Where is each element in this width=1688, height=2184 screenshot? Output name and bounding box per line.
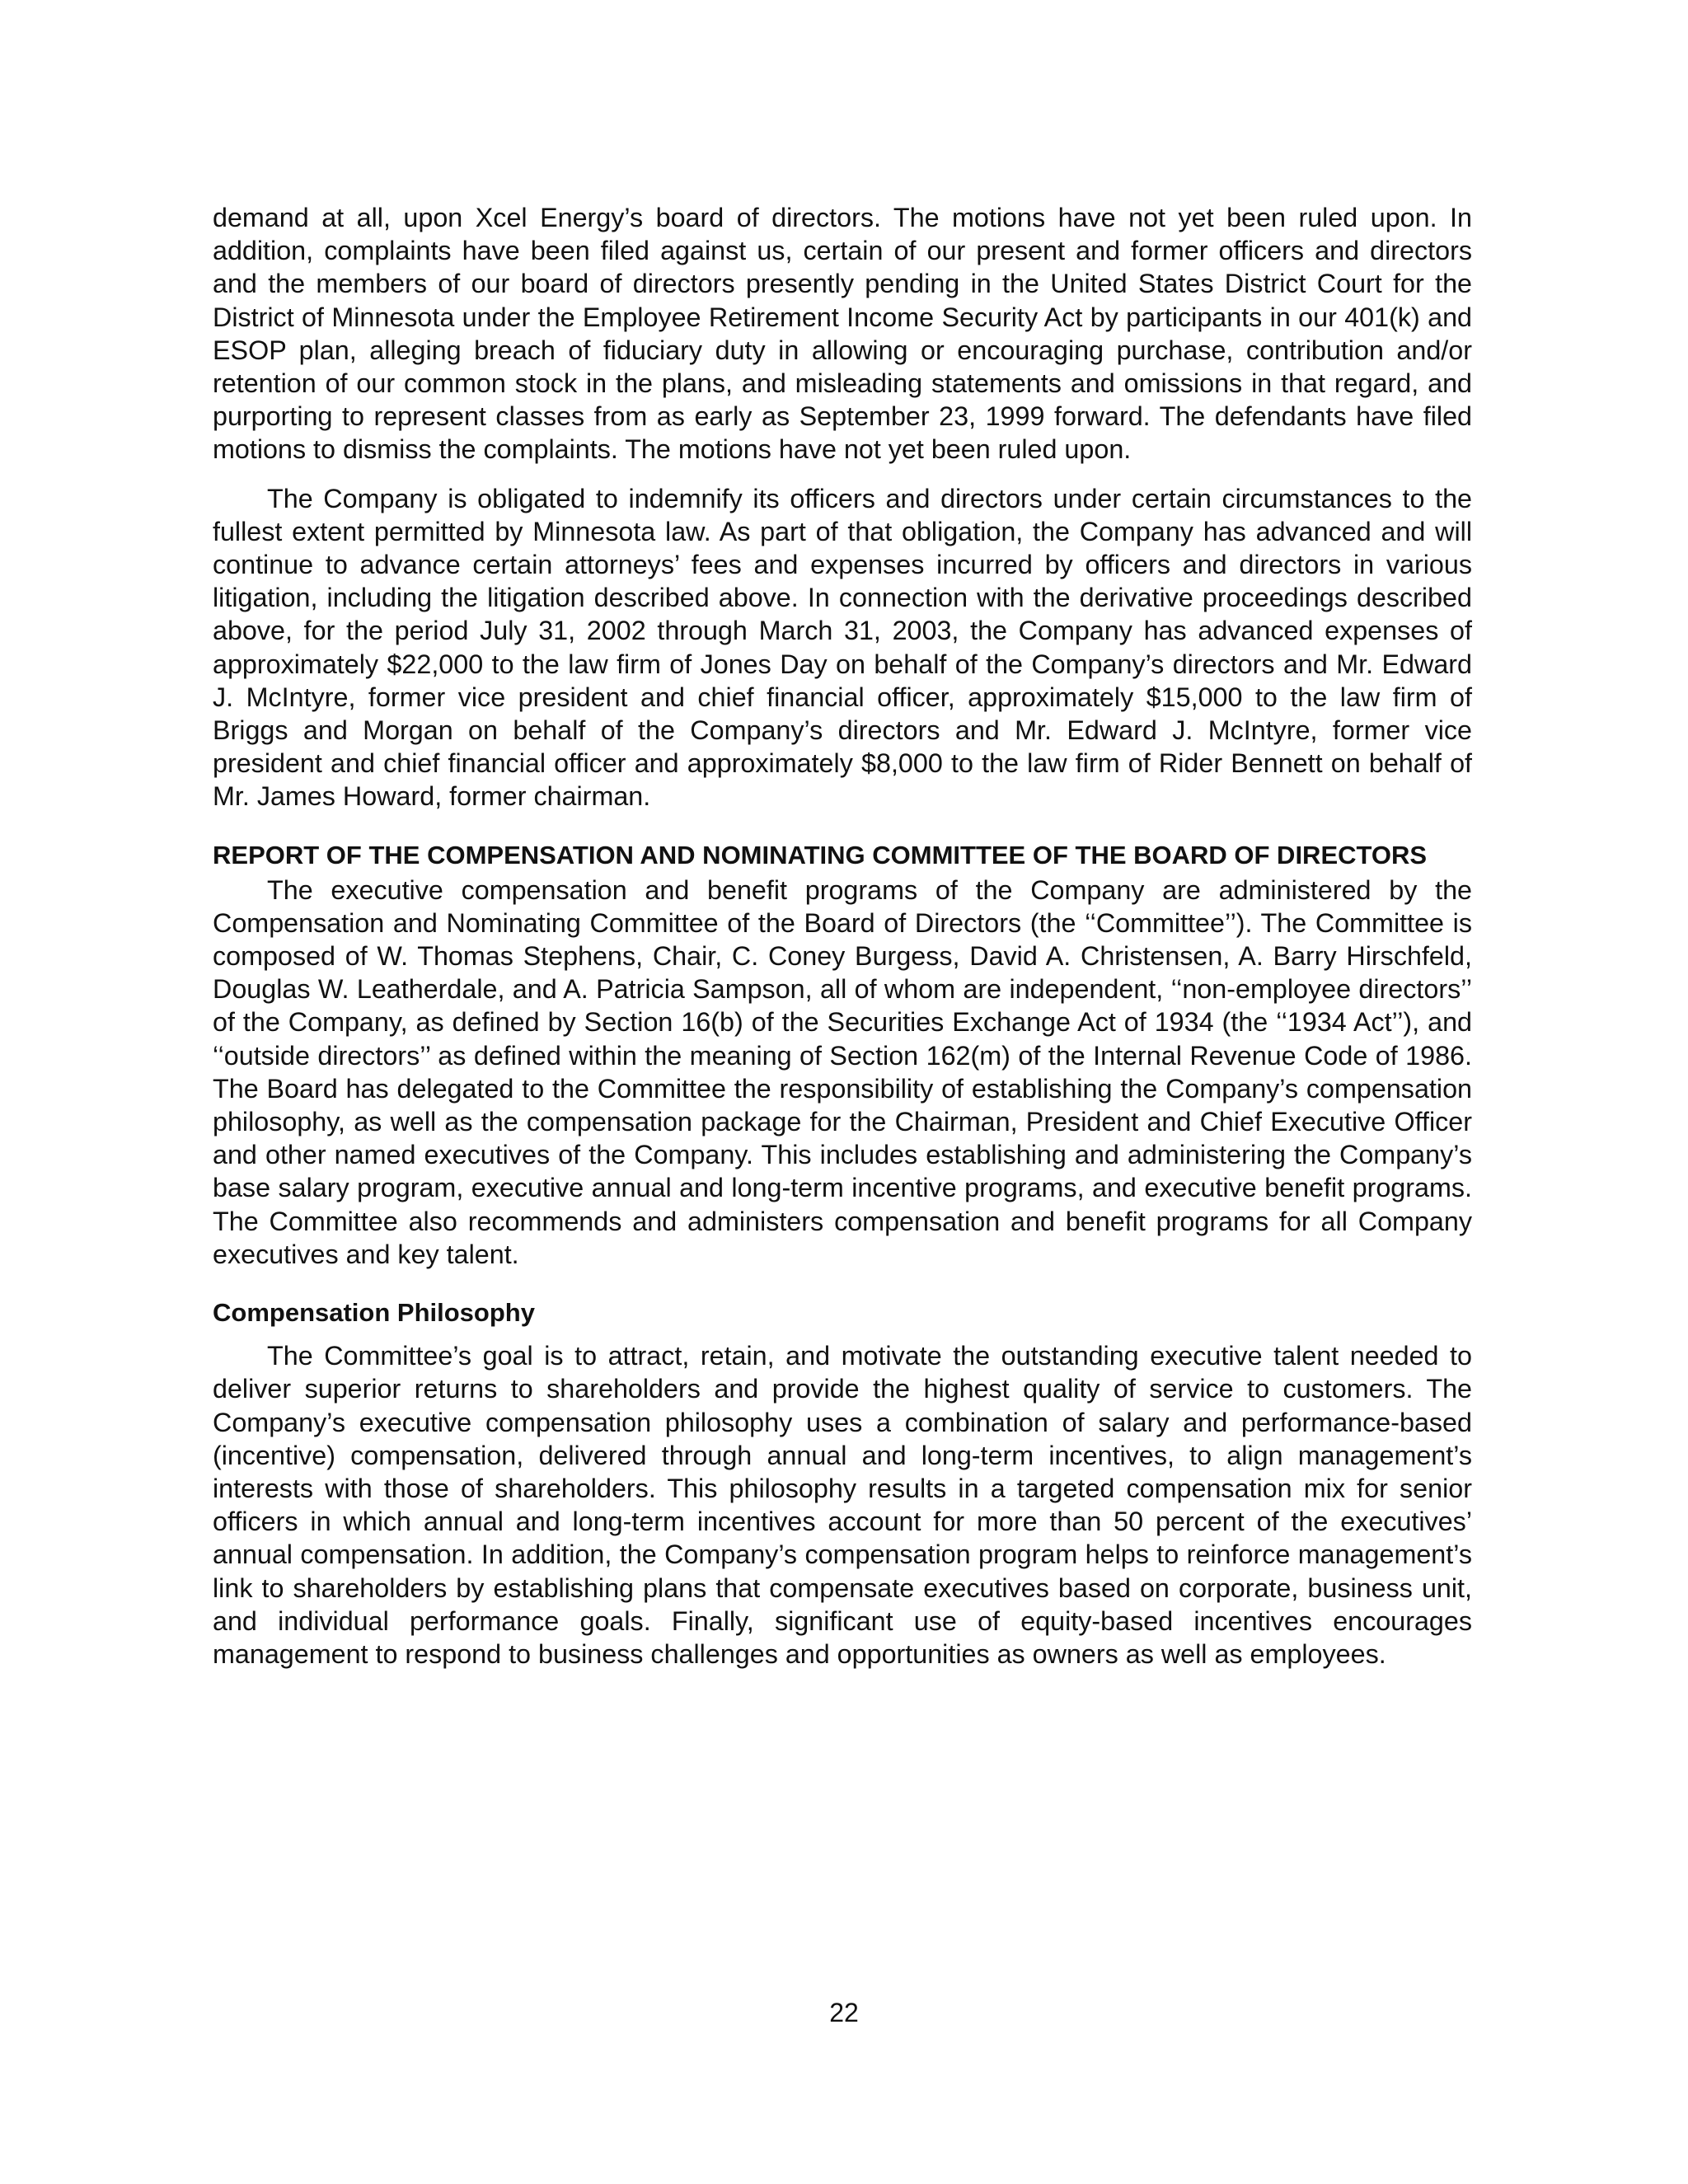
committee-intro-paragraph: The executive compensation and benefit programs of the Company are administered by the Compensation and Nominating Committee of the Board of Directors (the ‘‘Committee’’). The Committee is composed of W. Thomas Stephens, Chair, C. Coney Burgess, David A. Christensen, A. Barry Hirschfeld, Douglas W. Leatherdale, and A. Patricia Sampson, all of whom are independent, ‘‘non-employee directors’’ of the Company, as defined by Section 16(b) of the Securities Exchange Act of 1934 (the ‘‘1934 Act’’), and ‘‘outside directors’’ as defined within the meaning of Section 162(m) of the Internal Revenue Code of 1986. The Board has delegated to the Committee the responsibility of establishing the Company’s compensation philosophy, as well as the compensation package for the Chairman, President and Chief Executive Officer and other named executives of the Company. This includes establishing and administering the Company’s base salary program, executive annual and long-term incentive programs, and executive benefit programs. The Committee also recommends and administers compensation and benefit programs for all Company executives and key talent. bbox=[213, 874, 1472, 1269]
litigation-paragraph: demand at all, upon Xcel Energy’s board of directors. The motions have not yet been ruled upon. In addition, complaints have been filed against us, certain of our present and former officers and directors and the members of our board of directors presently pending in the United States District Court for the District of Minnesota under the Employee Retirement Income Security Act by participants in our 401(k) and ESOP plan, alleging breach of fiduciary duty in allowing or encouraging purchase, contribution and/or retention of our common stock in the plans, and misleading statements and omissions in that regard, and purporting to represent classes from as early as September 23, 1999 forward. The defendants have filed motions to dismiss the complaints. The motions have not yet been ruled upon. bbox=[213, 203, 1472, 465]
page-number: 22 bbox=[829, 1998, 859, 2027]
indemnification-paragraph: The Company is obligated to indemnify its officers and directors under certain circumstances to the fullest extent permitted by Minnesota law. As part of that obligation, the Company has advanced and will continue to advance certain attorneys’ fees and expenses incurred by officers and directors in various litigation, including the litigation described above. In connection with the derivative proceedings described above, for the period July 31, 2002 through March 31, 2003, the Company has advanced expenses of approximately $22,000 to the law firm of Jones Day on behalf of the Company’s directors and Mr. Edward J. McIntyre, former vice president and chief financial officer, approximately $15,000 to the law firm of Briggs and Morgan on behalf of the Company’s directors and Mr. Edward J. McIntyre, former vice president and chief financial officer and approximately $8,000 to the law firm of Rider Bennett on behalf of Mr. James Howard, former chairman. bbox=[213, 483, 1472, 812]
compensation-philosophy-heading: Compensation Philosophy bbox=[213, 1298, 535, 1328]
committee-report-heading: REPORT OF THE COMPENSATION AND NOMINATING COMMITTEE OF THE BOARD OF DIRECTORS bbox=[213, 840, 1428, 869]
philosophy-paragraph: The Committee’s goal is to attract, retain, and motivate the outstanding executive talent needed to deliver superior returns to shareholders and provide the highest quality of service to customers. The Company’s executive compensation philosophy uses a combination of salary and performance-based (incentive) compensation, delivered through annual and long-term incentives, to align management’s interests with those of shareholders. This philosophy results in a targeted compensation mix for senior officers in which annual and long-term incentives account for more than 50 percent of the executives’ annual compensation. In addition, the Company’s compensation program helps to reinforce management’s link to shareholders by establishing plans that compensate executives based on corporate, business unit, and individual performance goals. Finally, significant use of equity-based incentives encourages management to respond to business challenges and opportunities as owners as well as employees. bbox=[213, 1341, 1472, 1669]
document-page bbox=[213, 201, 1472, 1671]
